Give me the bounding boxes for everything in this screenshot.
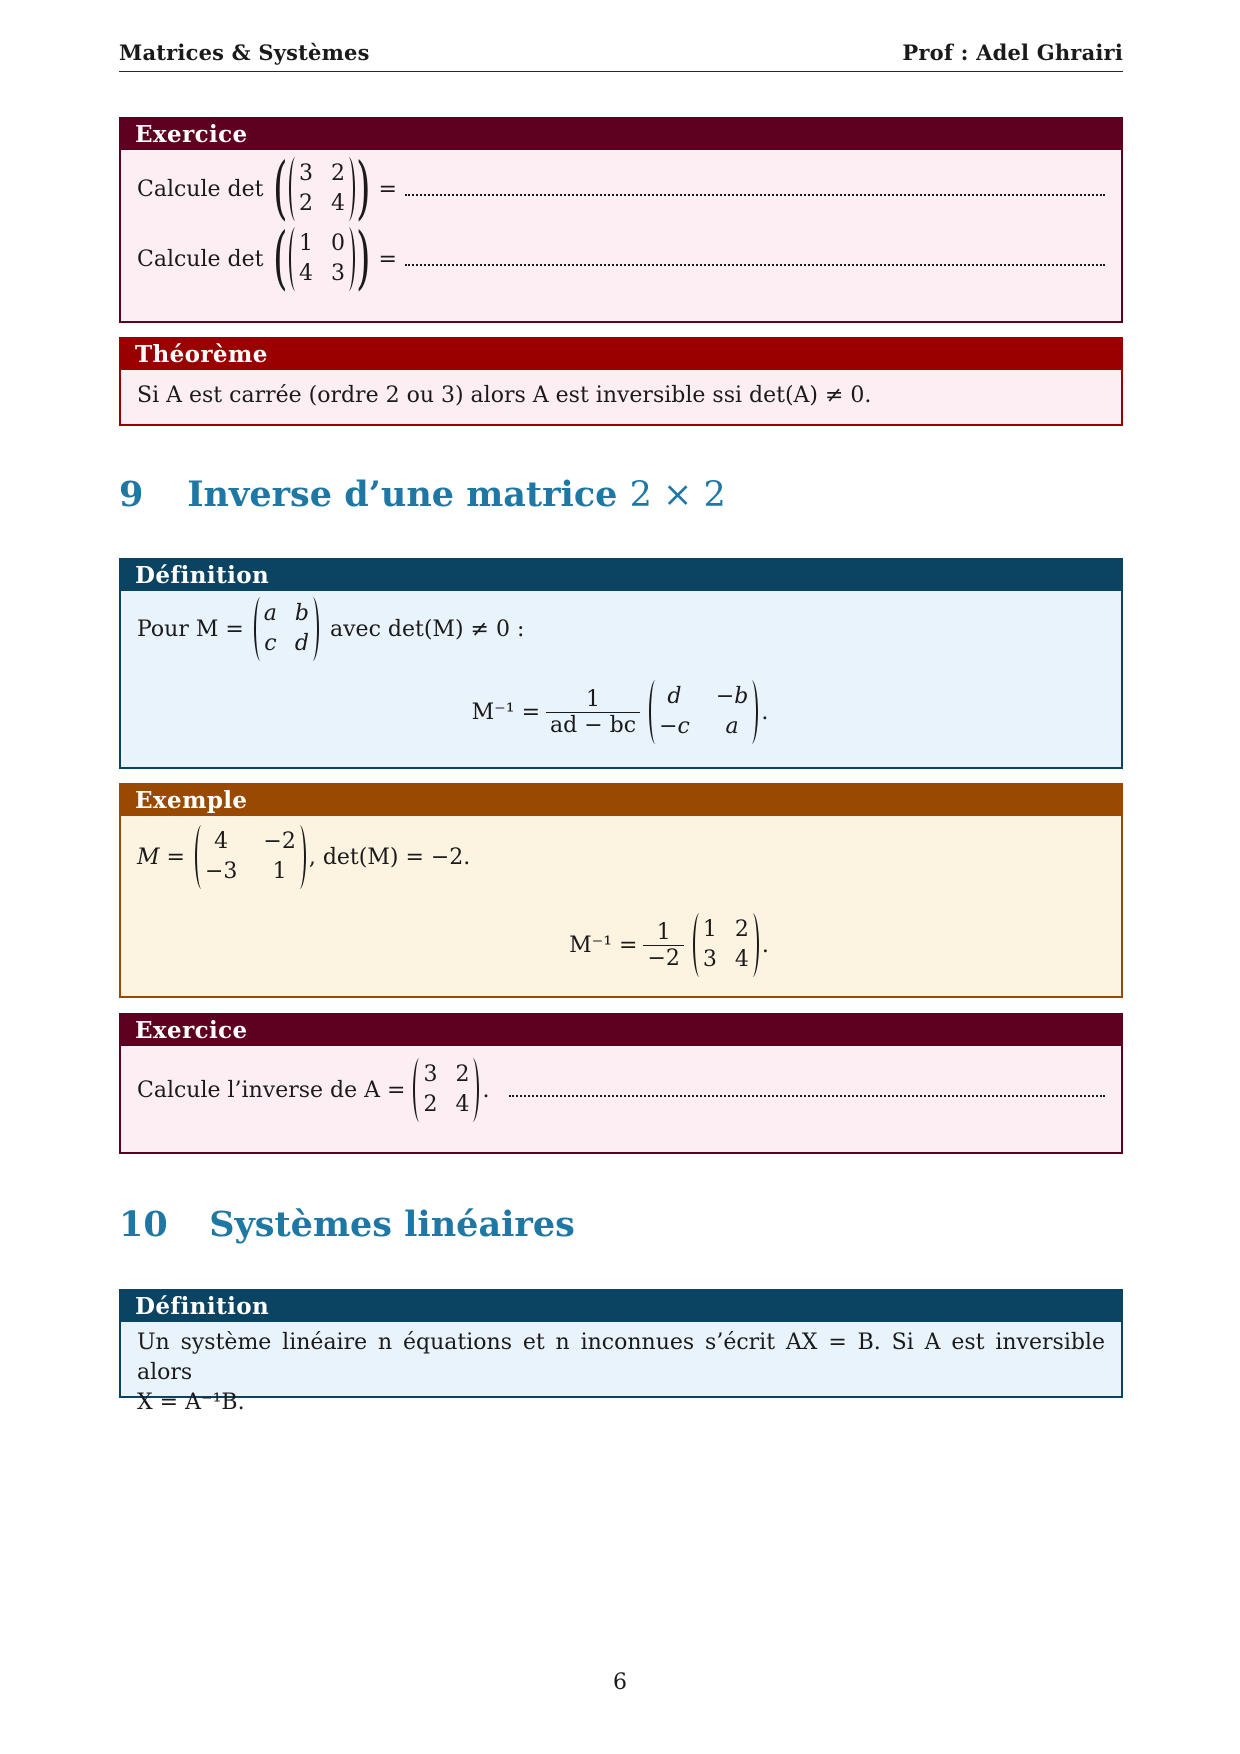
example-inverse-formula: M⁻¹ = $\frac{1}{-2}$ 1 2 3 4 . [233, 898, 1105, 992]
fraction: $\frac{1}{ad - bc}$ [546, 687, 640, 738]
example-title: Exemple [121, 785, 1121, 816]
theorem-text: Si A est carrée (ordre 2 ou 3) alors A est inversible ssi det(A) ≠ 0. [137, 383, 872, 408]
definition-title: Définition [121, 1291, 1121, 1322]
section-title: Inverse d’une matrice [187, 474, 618, 515]
page-header [119, 40, 1123, 72]
definition-box-2 [119, 1289, 1123, 1415]
example-box [119, 783, 1123, 998]
section-heading-9 [119, 474, 726, 515]
theorem-box [119, 337, 1123, 426]
definition-title: Définition [121, 560, 1121, 591]
section-number: 10 [119, 1204, 168, 1245]
example-line: M = 4 −2 −3 1 , det(M) = −2. [137, 816, 1105, 898]
matrix: 1 0 4 3 [289, 227, 355, 291]
answer-dots[interactable] [509, 1093, 1105, 1097]
exercise-title: Exercice [121, 119, 1121, 150]
definition-line: Pour M = a b c d avec det(M) ≠ 0 : [137, 591, 1105, 667]
header-right: Prof : Adel Ghrairi [902, 40, 1123, 65]
matrix: 3 2 2 4 [413, 1058, 479, 1122]
matrix: a b c d [254, 597, 319, 661]
exercise-box-1 [119, 117, 1123, 323]
exercise-line-2: Calcule det ( 1 0 4 3 ) = [137, 228, 1105, 290]
definition-text-line-2: X = A⁻¹B. [137, 1390, 245, 1415]
exercise-box-2 [119, 1013, 1123, 1154]
header-left: Matrices & Systèmes [119, 40, 370, 65]
page-number: 6 [613, 1670, 627, 1695]
exercise-line: Calcule l’inverse de A = 3 2 2 4 . [137, 1046, 1105, 1134]
theorem-title: Théorème [121, 339, 1121, 370]
definition-text-line-1: Un système linéaire n équations et n inconnues s’écrit AX = B. Si A est inversible alors [137, 1330, 1105, 1385]
exercise-lead: Calcule det [137, 246, 264, 272]
section-title: Systèmes linéaires [209, 1204, 575, 1245]
exercise-lead: Calcule det [137, 176, 264, 202]
section-title-math: 2 × 2 [629, 475, 726, 515]
matrix: d −b −c a [649, 680, 758, 744]
answer-dots[interactable] [405, 262, 1105, 266]
matrix: 3 2 2 4 [289, 157, 355, 221]
exercise-title: Exercice [121, 1015, 1121, 1046]
section-heading-10 [119, 1204, 575, 1245]
matrix: 1 2 3 4 [693, 913, 759, 977]
inverse-formula: M⁻¹ = $\frac{1}{ad - bc}$ d −b −c a . [135, 667, 1105, 757]
matrix: 4 −2 −3 1 [195, 825, 306, 889]
definition-box-1 [119, 558, 1123, 769]
exercise-line-1: Calcule det ( 3 2 2 4 ) = [137, 150, 1105, 228]
answer-dots[interactable] [405, 192, 1105, 196]
fraction: $\frac{1}{-2}$ [643, 920, 683, 971]
section-number: 9 [119, 474, 144, 515]
